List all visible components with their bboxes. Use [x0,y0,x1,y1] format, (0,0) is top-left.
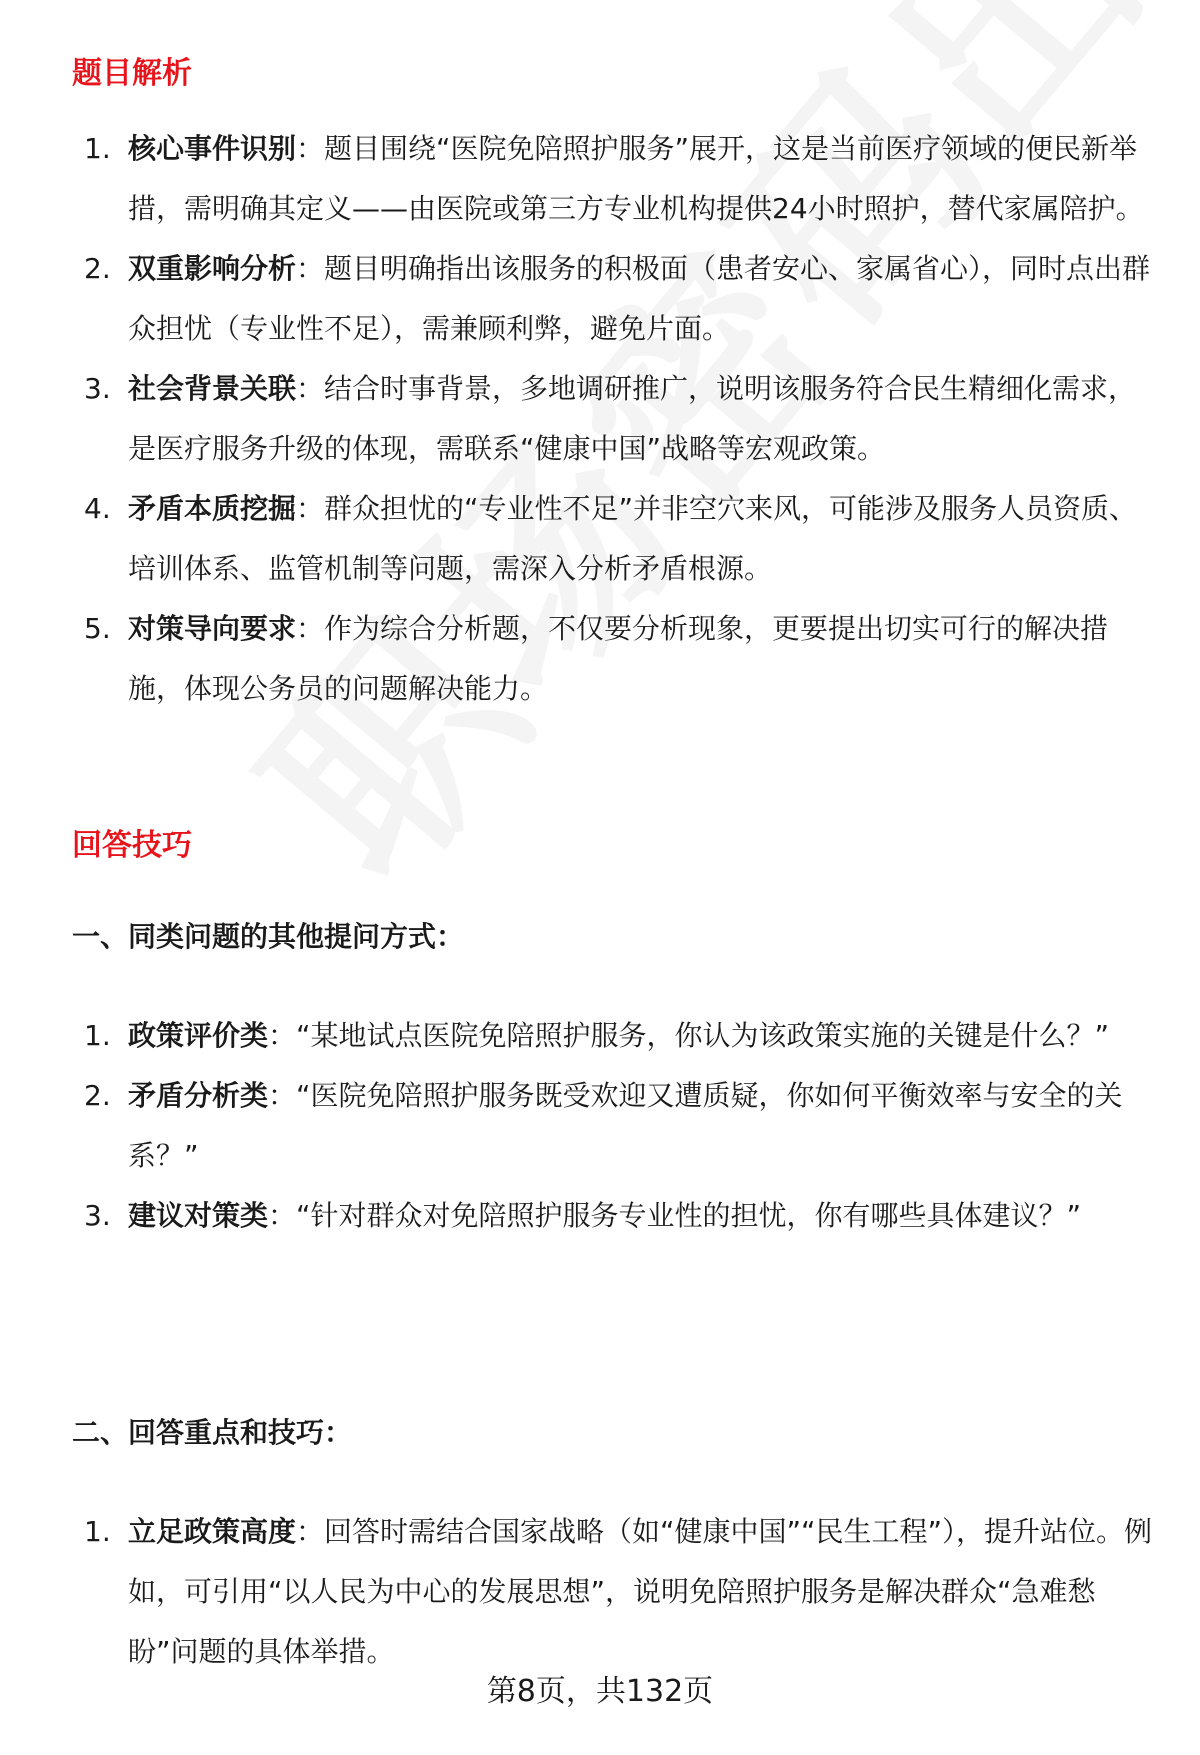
item-sep: ： [296,492,325,525]
item-number: 1. [84,132,111,165]
item-text: 作为综合分析题，不仅要分析现象，更要提出切实可行的解决措施，体现公务员的问题解决能力。 [128,612,1109,705]
item-sep: ： [268,1079,297,1112]
item-text: “针对群众对免陪照护服务专业性的担忧，你有哪些具体建议？” [296,1199,1082,1232]
item-sep: ： [296,612,325,645]
item-text: “某地试点医院免陪照护服务，你认为该政策实施的关键是什么？” [296,1019,1110,1052]
item-sep: ： [296,372,325,405]
item-number: 2. [84,1079,111,1112]
item-term: 社会背景关联 [128,372,297,405]
item-sep: ： [296,132,325,165]
item-number: 2. [84,252,111,285]
item-text: 回答时需结合国家战略（如“健康中国”“民生工程”），提升站位。例如，可引用“以人民为中心的发展思想”，说明免陪照护服务是解决群众“急难愁盼”问题的具体举措。 [128,1515,1153,1668]
item-number: 3. [84,1199,111,1232]
item-number: 3. [84,372,111,405]
item-text: 题目明确指出该服务的积极面（患者安心、家属省心），同时点出群众担忧（专业性不足），需兼顾利弊，避免片面。 [128,252,1151,345]
list-item [0,1006,1200,1066]
item-text: 群众担忧的“专业性不足”并非空穴来风，可能涉及服务人员资质、培训体系、监管机制等问题，需深入分析矛盾根源。 [128,492,1138,585]
item-text: “医院免陪照护服务既受欢迎又遭质疑，你如何平衡效率与安全的关系？” [128,1079,1123,1172]
item-sep: ： [268,1019,297,1052]
part2-list [0,1502,1200,1682]
tips-title: 回答技巧 [72,828,192,863]
part2-heading: 二、回答重点和技巧： [72,1416,353,1449]
item-term: 矛盾分析类 [128,1079,269,1112]
item-sep: ： [268,1199,297,1232]
item-term: 对策导向要求 [128,612,297,645]
part1-heading: 一、同类问题的其他提问方式： [72,920,465,953]
item-term: 双重影响分析 [128,252,297,285]
item-sep: ： [296,252,325,285]
list-item [0,1066,1200,1186]
list-item [0,239,1200,359]
list-item [0,359,1200,479]
list-item [0,1186,1200,1246]
item-number: 4. [84,492,111,525]
list-item [0,119,1200,239]
item-term: 政策评价类 [128,1019,269,1052]
item-number: 1. [84,1515,111,1548]
item-text: 结合时事背景，多地调研推广，说明该服务符合民生精细化需求，是医疗服务升级的体现，需联系“健康中国”战略等宏观政策。 [128,372,1137,465]
item-term: 矛盾本质挖掘 [128,492,297,525]
item-sep: ： [296,1515,325,1548]
list-item [0,599,1200,719]
item-number: 5. [84,612,111,645]
item-number: 1. [84,1019,111,1052]
item-term: 立足政策高度 [128,1515,297,1548]
list-item [0,1502,1200,1682]
part1-list [0,1006,1200,1246]
item-text: 题目围绕“医院免陪照护服务”展开，这是当前医疗领域的便民新举措，需明确其定义——由医院或第三方专业机构提供24小时照护，替代家属陪护。 [128,132,1144,225]
item-term: 核心事件识别 [128,132,297,165]
page-footer: 第8页，共132页 [486,1674,714,1709]
analysis-title: 题目解析 [72,56,192,91]
item-term: 建议对策类 [128,1199,269,1232]
list-item [0,479,1200,599]
analysis-list [0,119,1200,719]
